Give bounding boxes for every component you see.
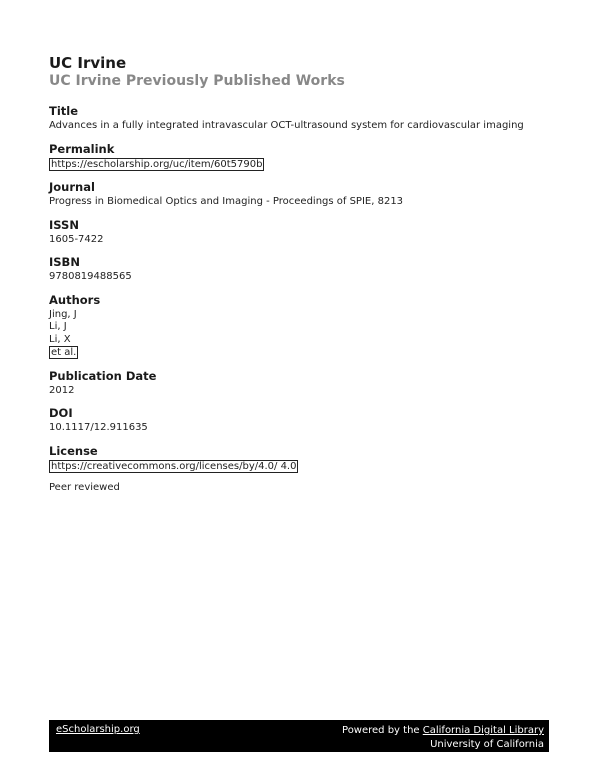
footer-bar — [49, 720, 549, 752]
authors-label: Authors — [49, 292, 101, 307]
isbn-value: 9780819488565 — [49, 271, 132, 282]
permalink-section — [49, 142, 549, 172]
authors-section — [49, 293, 549, 360]
doi-section — [49, 406, 549, 435]
isbn-label: ISBN — [49, 255, 80, 269]
series-name: UC Irvine Previously Published Works — [49, 73, 345, 89]
document-page — [49, 54, 549, 495]
issn-value: 1605-7422 — [49, 233, 104, 245]
pubdate-label: Publication Date — [49, 368, 157, 383]
journal-label: Journal — [49, 180, 95, 194]
permalink-link[interactable]: https://escholarship.org/uc/item/60t5790b — [51, 158, 263, 170]
issn-section — [49, 218, 549, 247]
author-item: Jing, J — [49, 308, 77, 320]
author-item: Li, J — [49, 321, 67, 332]
issn-label: ISSN — [49, 217, 79, 232]
peer-reviewed-note: Peer reviewed — [49, 482, 120, 493]
license-section — [49, 444, 549, 474]
authors-more-link[interactable]: et al. — [51, 347, 77, 358]
title-section — [49, 104, 549, 133]
title-label: Title — [49, 104, 79, 118]
pubdate-value: 2012 — [49, 384, 75, 396]
license-label: License — [49, 443, 98, 458]
license-link[interactable]: https://creativecommons.org/licenses/by/4.0/ 4.0 — [51, 460, 297, 472]
author-item: Li, X — [49, 333, 71, 345]
institution-name: UC Irvine — [49, 54, 127, 72]
title-value: Advances in a fully integrated intravascular OCT-ultrasound system for cardiovascular imaging — [49, 120, 524, 131]
doi-value: 10.1117/12.911635 — [49, 422, 148, 433]
journal-value: Progress in Biomedical Optics and Imaging - Proceedings of SPIE, 8213 — [49, 196, 404, 207]
doi-label: DOI — [49, 406, 73, 420]
cdl-link[interactable]: California Digital Library — [422, 725, 544, 736]
permalink-label: Permalink — [49, 141, 115, 156]
university-name: University of California — [430, 739, 544, 750]
journal-section — [49, 180, 549, 209]
pubdate-section — [49, 369, 549, 398]
escholarship-link[interactable]: eScholarship.org — [56, 724, 140, 735]
isbn-section — [49, 255, 549, 284]
powered-by-text: Powered by the — [342, 725, 423, 736]
